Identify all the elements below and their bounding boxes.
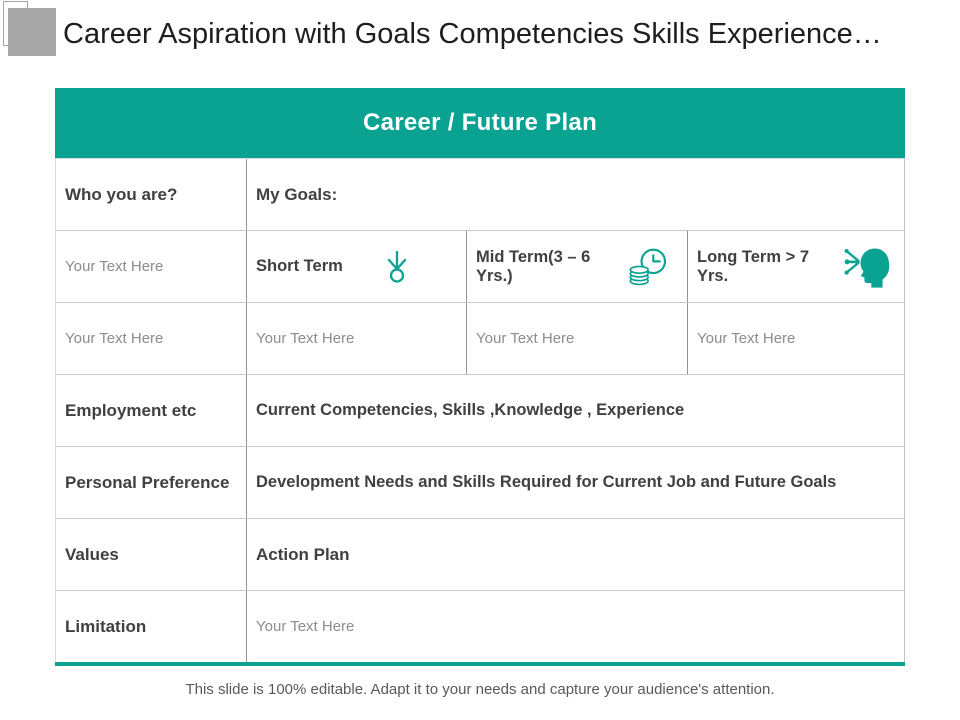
- table-row: [56, 158, 904, 230]
- cell-placeholder: Your Text Here: [256, 618, 355, 635]
- cell-my-goals: My Goals:: [256, 184, 338, 204]
- table-header-title: Career / Future Plan: [362, 109, 598, 136]
- arrow-target-icon: [384, 247, 410, 287]
- cell-personal-preference: Personal Preference: [56, 447, 247, 518]
- table-row: [56, 518, 904, 590]
- cell-action-plan: Action Plan: [256, 544, 350, 564]
- table-row: [56, 302, 904, 374]
- cell-placeholder: Your Text Here: [247, 303, 467, 374]
- clock-coins-icon: [628, 246, 671, 288]
- table-header-band: [55, 88, 905, 158]
- cell-current-competencies: Current Competencies, Skills ,Knowledge , Experience: [256, 401, 685, 419]
- head-vision-icon: [843, 246, 892, 288]
- decor-square-front: [8, 8, 56, 56]
- cell-employment: Employment etc: [56, 375, 247, 446]
- cell-placeholder: Your Text Here: [467, 303, 688, 374]
- table-bottom-accent: [55, 662, 905, 666]
- cell-limitation: Limitation: [56, 591, 247, 662]
- table-row: [56, 446, 904, 518]
- cell-placeholder: Your Text Here: [697, 330, 796, 347]
- footer-note: This slide is 100% editable. Adapt it to your needs and capture your audience's attention.: [185, 681, 775, 698]
- cell-development-needs: Development Needs and Skills Required for Current Job and Future Goals: [256, 473, 837, 491]
- short-term-label: Short Term: [256, 257, 343, 275]
- table-body: [55, 158, 905, 662]
- mid-term-label: Mid Term(3 – 6 Yrs.): [476, 247, 591, 285]
- cell-placeholder: Your Text Here: [56, 231, 247, 302]
- cell-who-you-are: Who you are?: [56, 159, 247, 230]
- cell-short-term: [247, 231, 467, 302]
- cell-long-term: [688, 231, 904, 302]
- table-row: [56, 374, 904, 446]
- long-term-label: Long Term > 7 Yrs.: [697, 247, 810, 285]
- cell-mid-term: [467, 231, 688, 302]
- table-row: [56, 590, 904, 662]
- career-plan-table: [55, 88, 905, 666]
- cell-placeholder: Your Text Here: [56, 303, 247, 374]
- cell-values: Values: [56, 519, 247, 590]
- table-row: [56, 230, 904, 302]
- slide-title: Career Aspiration with Goals Competencies Skills Experience…: [63, 18, 882, 50]
